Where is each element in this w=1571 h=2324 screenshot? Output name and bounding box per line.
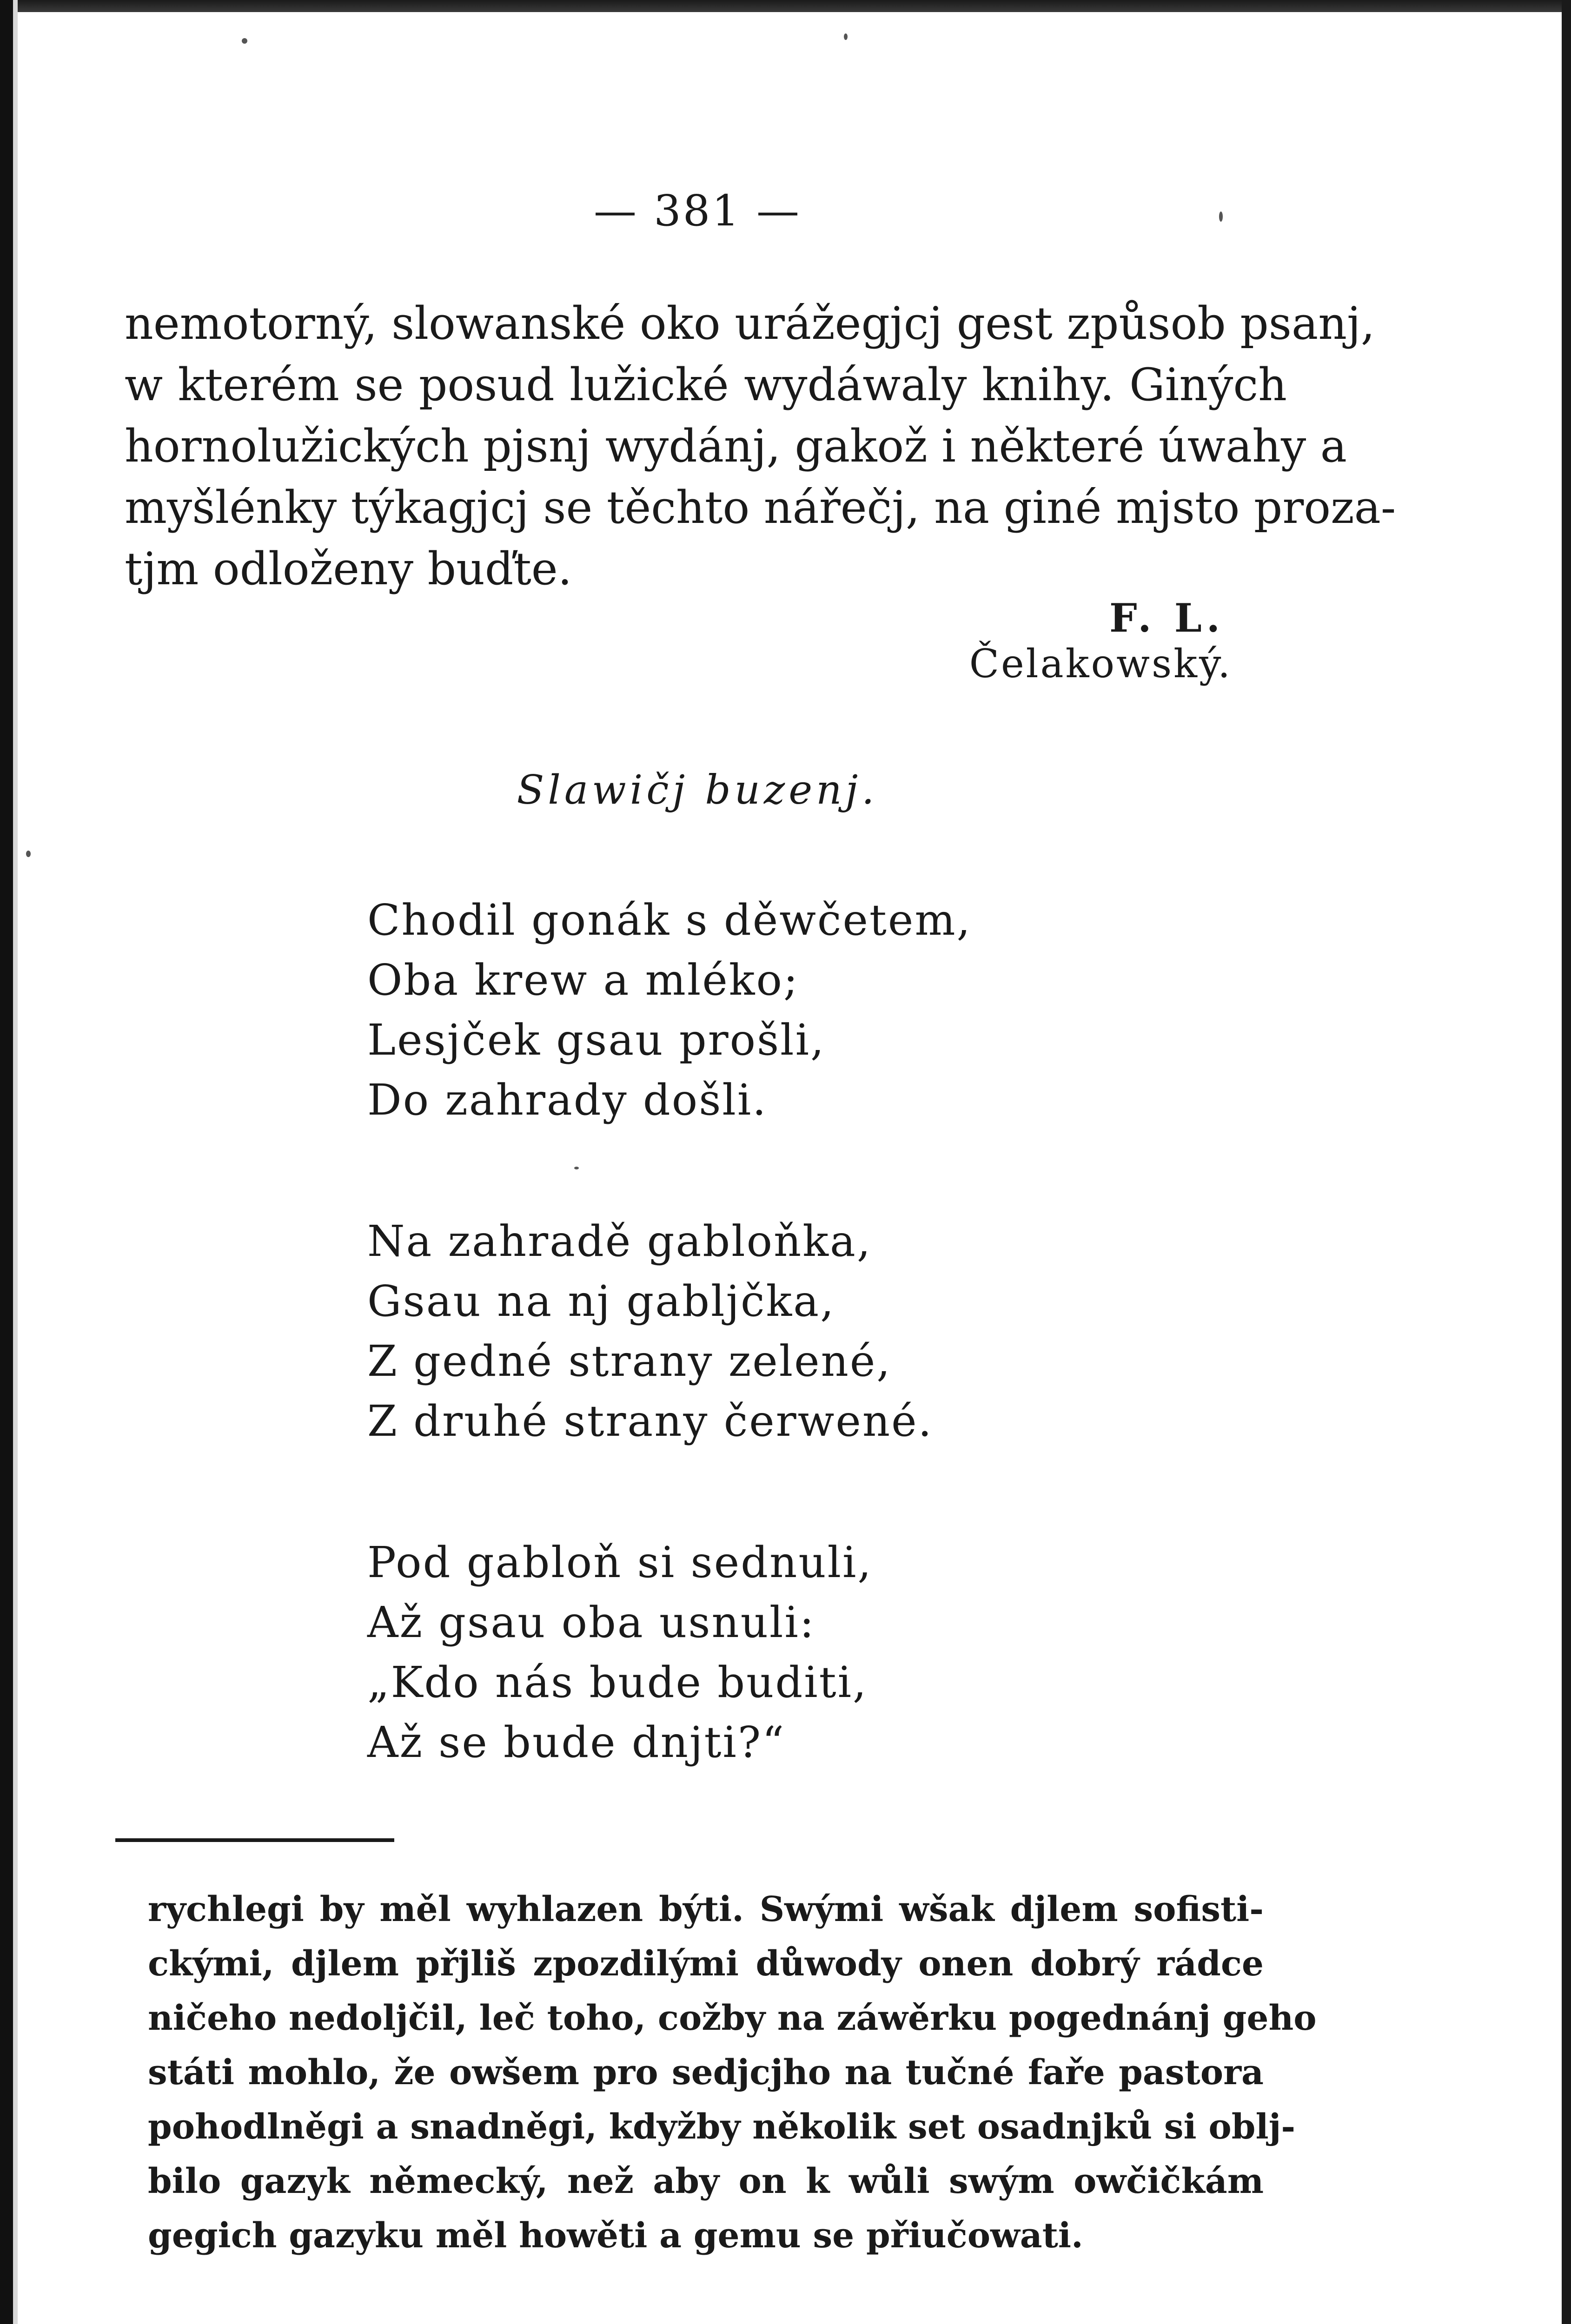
scan-speck <box>26 851 31 857</box>
prose-paragraph <box>125 293 1396 600</box>
prose-line: nemotorný, slowanské oko urážegjcj gest způsob psanj, <box>125 297 1375 350</box>
poem-verse: Oba krew a mléko; <box>367 955 799 1005</box>
poem-stanza <box>367 1211 1111 1451</box>
footnote-line: pohodlněgi a snadněgi, kdyžby několik set osadnjků si oblj- <box>148 2107 1296 2147</box>
author-initials: F. L. <box>1109 595 1225 641</box>
poem-verse: Z gedné strany zelené, <box>367 1336 892 1386</box>
footnote-line: státi mohlo, že owšem pro sedjcjho na tučné faře pastora <box>148 2053 1264 2093</box>
footnote-line: rychlegi by měl wyhlazen býti. Swými wšak djlem sofisti- <box>148 1889 1264 1929</box>
scan-left-edge <box>0 0 13 2324</box>
scan-speck <box>844 33 848 40</box>
author-signature <box>837 595 1232 687</box>
poem-verse: Gsau na nj gabljčka, <box>367 1276 835 1326</box>
poem-verse: „Kdo nás bude buditi, <box>367 1657 868 1707</box>
footnote-line: bilo gazyk německý, než aby on k wůli swým owčičkám <box>148 2161 1264 2201</box>
prose-line: hornolužických pjsnj wydánj, gakož i některé úwahy a <box>125 420 1347 472</box>
footnote-line: gegich gazyku měl howěti a gemu se přiučowati. <box>148 2216 1083 2256</box>
scan-top-edge <box>0 0 1571 12</box>
author-name: Čelakowský. <box>969 641 1232 687</box>
poem-verse: Pod gabloň si sednuli, <box>367 1538 873 1587</box>
poem-verse: Až se bude dnjti?“ <box>367 1717 786 1767</box>
scan-right-edge <box>1562 0 1571 2324</box>
poem-stanza <box>367 890 1111 1130</box>
poem-stanza <box>367 1532 1111 1772</box>
poem-verse: Do zahrady došli. <box>367 1075 768 1125</box>
footnote-rule <box>115 1838 394 1842</box>
prose-line: w kterém se posud lužické wydáwaly knihy. Giných <box>125 359 1287 411</box>
page-number: — 381 — <box>593 186 802 236</box>
scan-left-margin-shadow <box>13 0 18 2324</box>
footnote-line: ničeho nedoljčil, leč toho, cožby na záwěrku pogednánj geho <box>148 1998 1317 2038</box>
footnote-line: ckými, djlem přjliš zpozdilými důwody onen dobrý rádce <box>148 1944 1264 1984</box>
footnote <box>148 1882 1317 2263</box>
prose-line: myšlénky týkagjcj se těchto nářečj, na giné mjsto proza- <box>125 482 1396 534</box>
scan-speck <box>1219 211 1223 222</box>
poem-verse: Na zahradě gabloňka, <box>367 1216 872 1266</box>
prose-line: tjm odloženy buďte. <box>125 543 572 595</box>
poem-verse: Lesjček gsau prošli, <box>367 1015 826 1065</box>
poem-verse: Chodil gonák s děwčetem, <box>367 895 972 945</box>
poem-title: Slawičj buzenj. <box>517 767 878 813</box>
poem-verse: Z druhé strany čerwené. <box>367 1396 933 1446</box>
scan-speck <box>242 38 247 44</box>
poem <box>367 890 1111 1854</box>
poem-verse: Až gsau oba usnuli: <box>367 1598 815 1647</box>
